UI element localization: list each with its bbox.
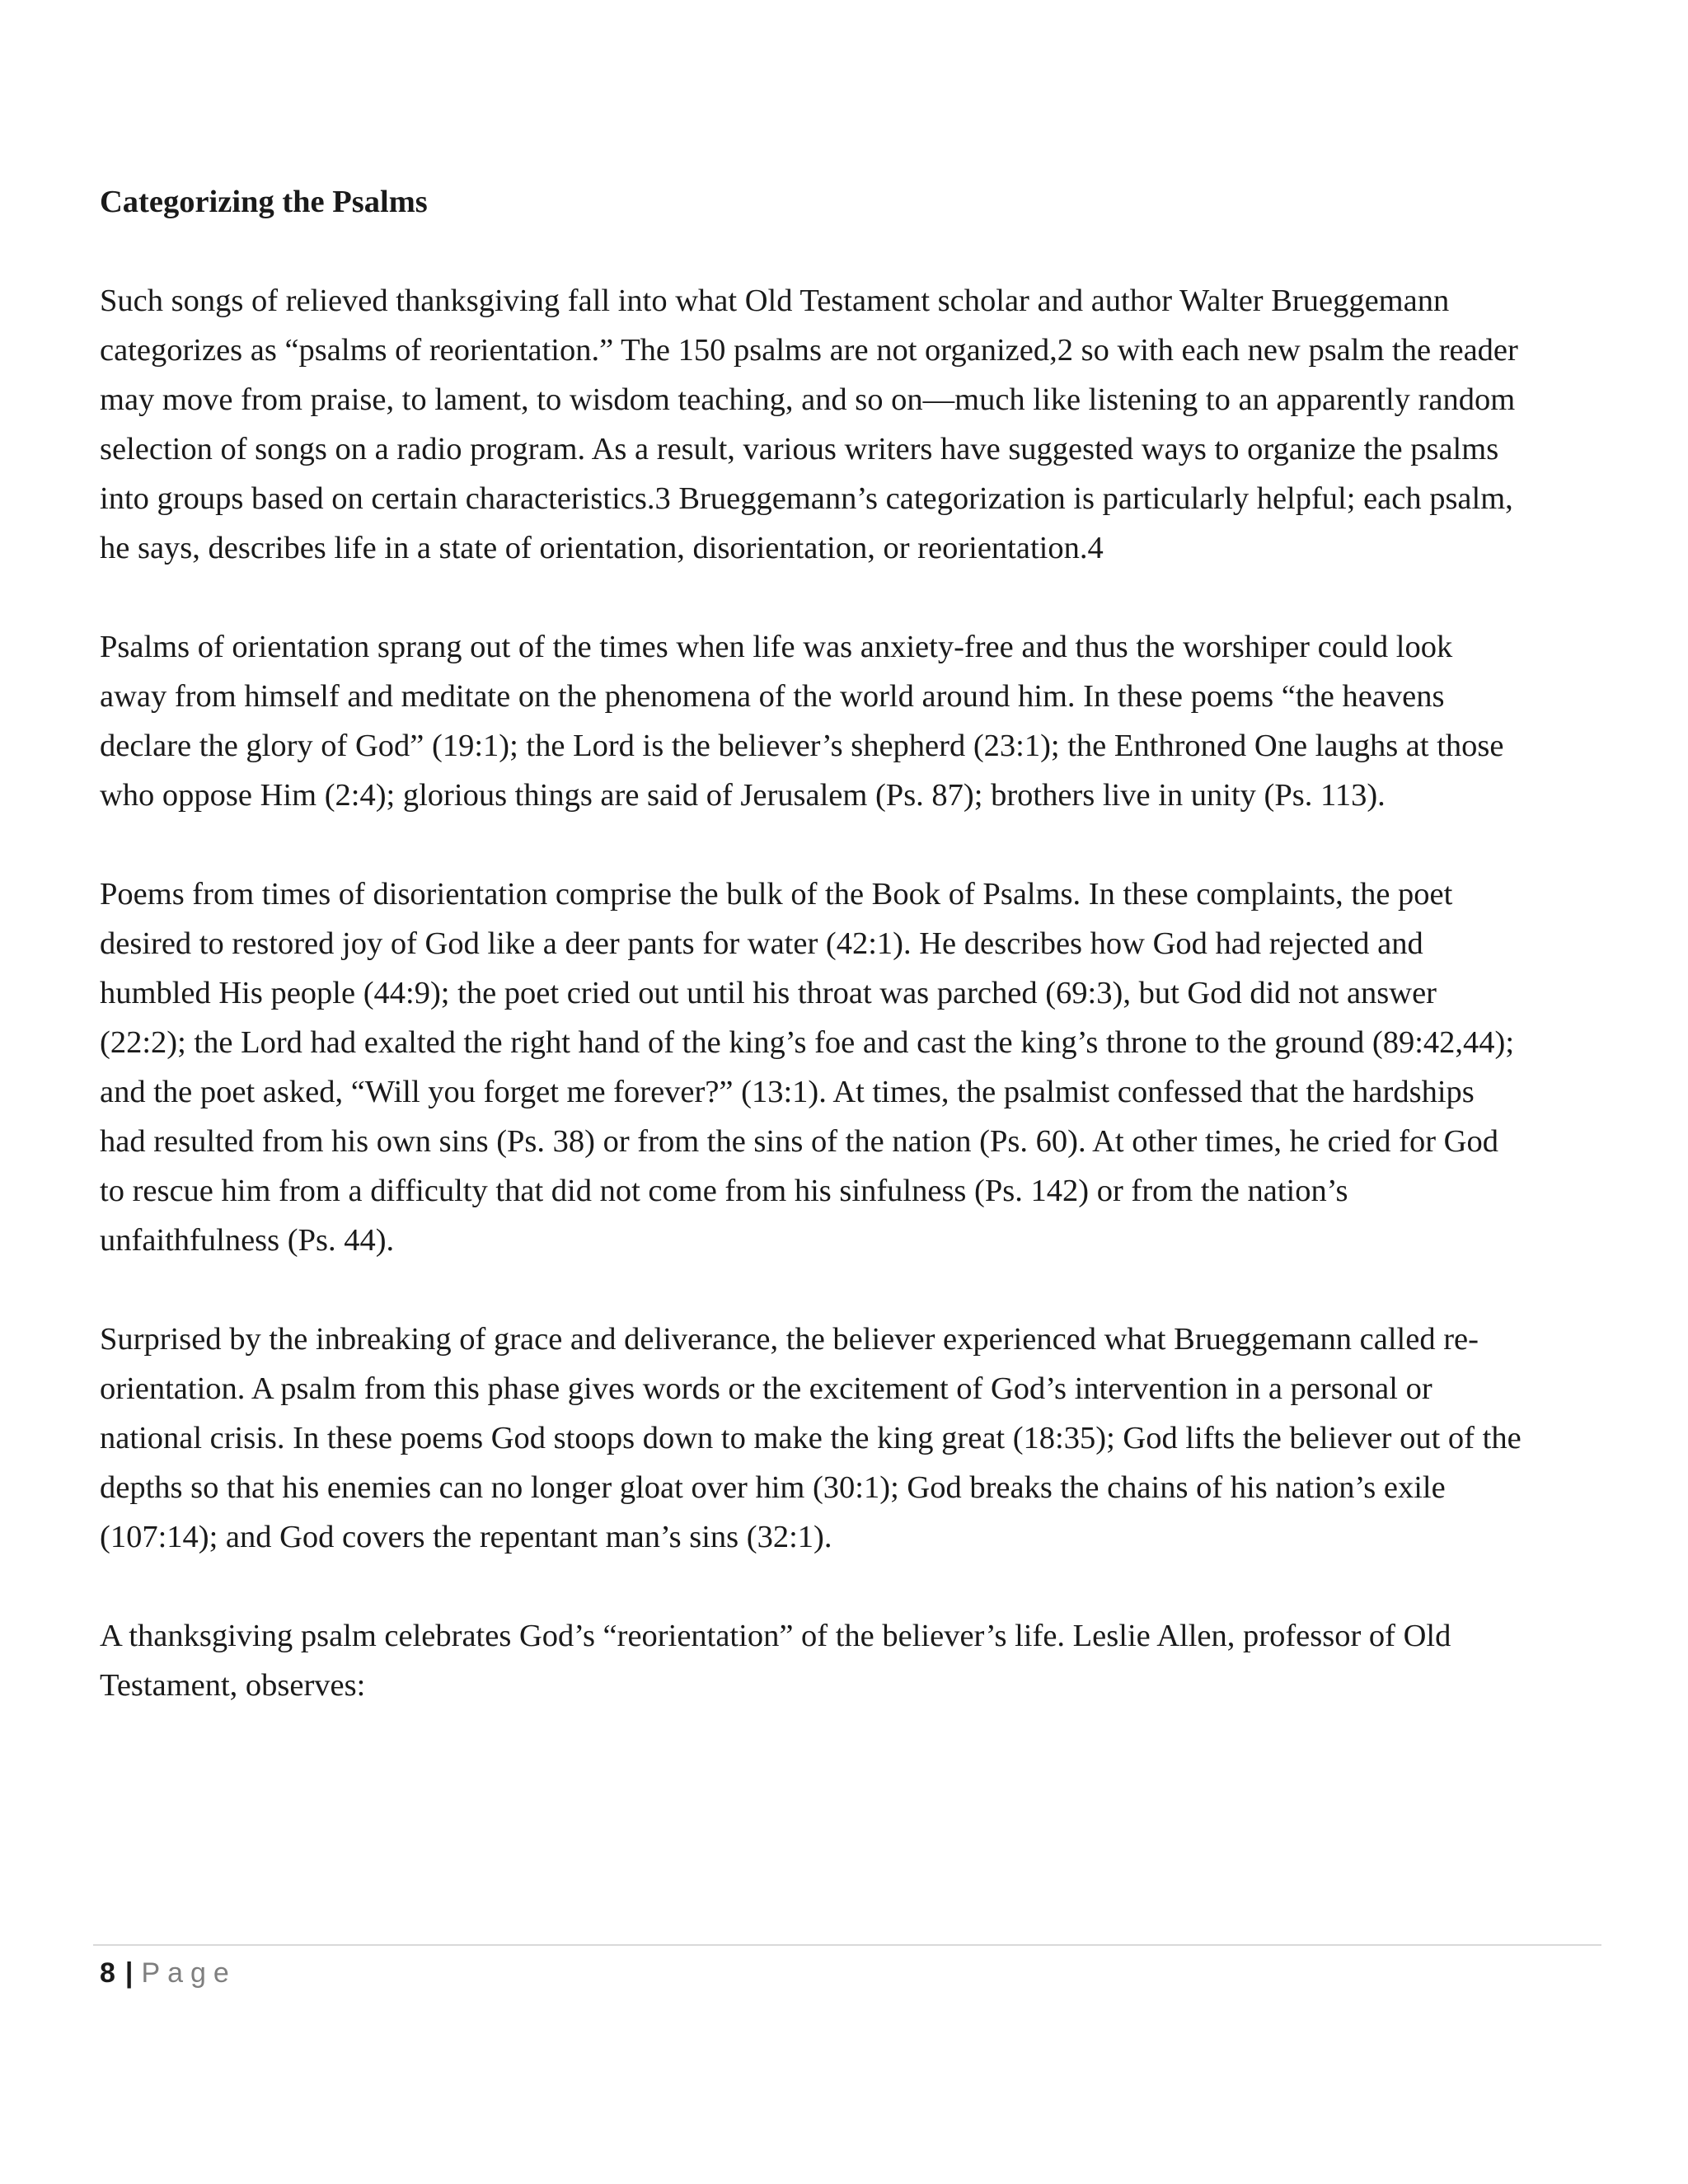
section-heading: Categorizing the Psalms: [100, 185, 428, 219]
page-label: Page: [141, 1957, 237, 1989]
paragraph-thanksgiving: A thanksgiving psalm celebrates God’s “reorientation” of the believer’s life. Leslie Allen, professor of Old Testament, observes:: [100, 1619, 1451, 1703]
paragraph-reorientation: Surprised by the inbreaking of grace and deliverance, the believer experienced what Brueggemann called re-orientation. A psalm from this phase gives words or the excitement of God’s intervention in a personal or national crisis. In these poems God stoops down to make the king great (18:35); God lifts the believer out of the depths so that his enemies can no longer gloat over him (30:1); God breaks the chains of his nation’s exile (107:14); and God covers the repentant man’s sins (32:1).: [100, 1322, 1522, 1554]
footer-separator: |: [124, 1957, 134, 1989]
footer-divider: [93, 1944, 1601, 1946]
paragraph-disorientation: Poems from times of disorientation comprise the bulk of the Book of Psalms. In these complaints, the poet desired to restored joy of God like a deer pants for water (42:1). He describes how God had rejected and humbled His people (44:9); the poet cried out until his throat was parched (69:3), but God did not answer (22:2); the Lord had exalted the right hand of the king’s foe and cast the king’s throne to the ground (89:42,44); and the poet asked, “Will you forget me forever?” (13:1). At times, the psalmist confessed that the hardships had resulted from his own sins (Ps. 38) or from the sins of the nation (Ps. 60). At other times, he cried for God to rescue him from a difficulty that did not come from his sinfulness (Ps. 142) or from the nation’s unfaithfulness (Ps. 44).: [100, 877, 1515, 1258]
page-footer: [100, 1953, 237, 1993]
paragraph-orientation: Psalms of orientation sprang out of the times when life was anxiety-free and thus the worshiper could look away from himself and meditate on the phenomena of the world around him. In these poems “the heavens declare the glory of God” (19:1); the Lord is the believer’s shepherd (23:1); the Enthroned One laughs at those who oppose Him (2:4); glorious things are said of Jerusalem (Ps. 87); brothers live in unity (Ps. 113).: [100, 630, 1504, 813]
document-body: [100, 177, 1526, 1710]
paragraph-reorientation-intro: Such songs of relieved thanksgiving fall into what Old Testament scholar and author Walter Brueggemann categorizes as “psalms of reorientation.” The 150 psalms are not organized,2 so with each new psalm the reader may move from praise, to lament, to wisdom teaching, and so on—much like listening to an apparently random selection of songs on a radio program. As a result, various writers have suggested ways to organize the psalms into groups based on certain characteristics.3 Brueggemann’s categorization is particularly helpful; each psalm, he says, describes life in a state of orientation, disorientation, or reorientation.4: [100, 284, 1518, 565]
page-number: 8: [100, 1957, 115, 1989]
